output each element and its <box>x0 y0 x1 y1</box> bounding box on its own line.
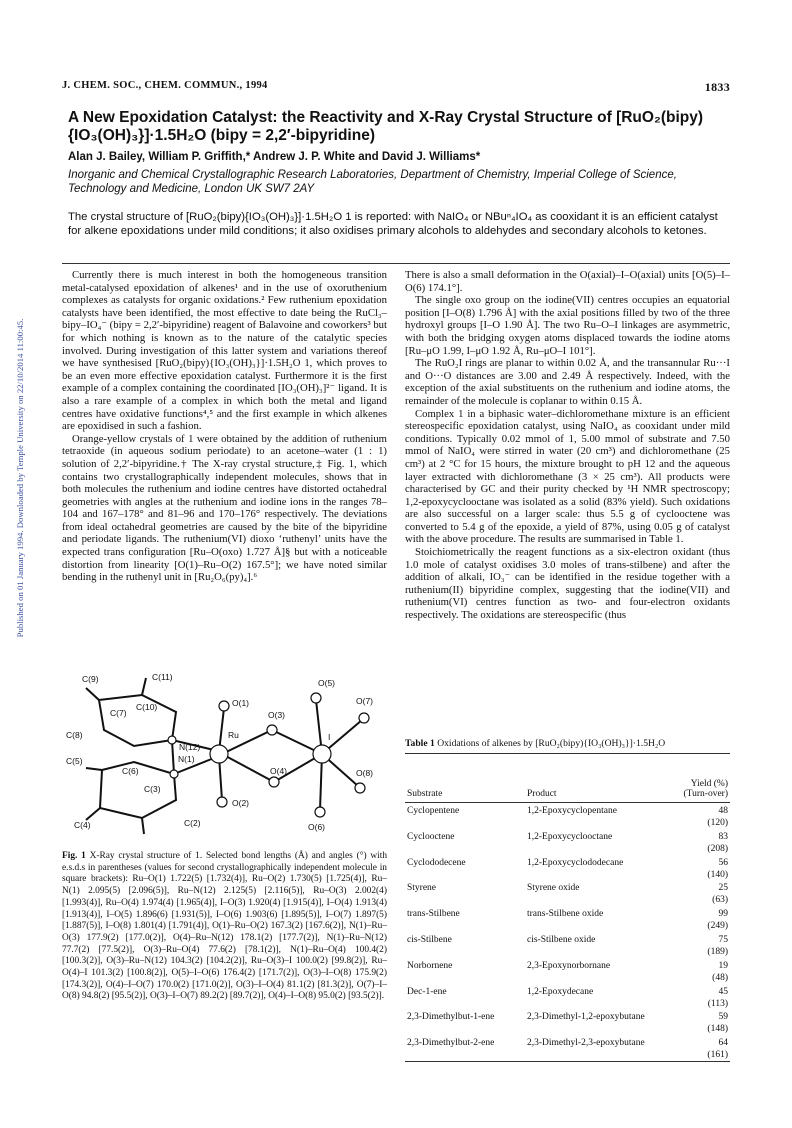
paragraph: The RuO₂I rings are planar to within 0.02 Å, and the transannular Ru···I and O···O distances are 3.00 and 2.49 Å respectively. Indeed, with the exception of the axial substituents on the ruthenium and iodine atoms, the remainder of the molecule is coplanar to within 0.15 Å. <box>405 357 730 407</box>
yield-cell <box>707 831 728 855</box>
atom-label: C(9) <box>82 674 99 684</box>
substrate-cell: trans-Stilbene <box>407 909 460 920</box>
turnover-value: (140) <box>707 869 728 880</box>
yield-value: 75 <box>718 934 728 945</box>
journal-name: J. CHEM. SOC., CHEM. COMMUN., 1994 <box>62 80 268 91</box>
download-watermark-text: Published on 01 January 1994. Downloaded by Temple University on 22/10/2014 11:00:45. <box>15 318 25 638</box>
atom-label: N(12) <box>179 742 201 752</box>
abstract-divider <box>62 263 730 264</box>
atom-label: O(1) <box>232 698 249 708</box>
atom-label: C(5) <box>66 756 83 766</box>
table-caption <box>405 738 730 749</box>
atom-label: O(2) <box>232 798 249 808</box>
substrate-cell: Styrene <box>407 883 437 894</box>
yield-cell <box>707 857 728 881</box>
yield-value: 99 <box>718 909 728 920</box>
yield-cell <box>707 908 728 932</box>
substrate-cell: Cyclododecene <box>407 857 466 868</box>
atom-label: O(3) <box>268 710 285 720</box>
turnover-value: (189) <box>707 946 728 957</box>
article-title: A New Epoxidation Catalyst: the Reactivity and X-Ray Crystal Structure of [RuO₂(bipy){IO₃(OH)₃}]·1.5H₂O (bipy = 2,2′-bipyridine) <box>68 109 704 144</box>
authors: Alan J. Bailey, William P. Griffith,* Andrew J. P. White and David J. Williams* <box>68 151 481 163</box>
atom-label: I <box>328 732 331 742</box>
atom-label: C(7) <box>110 708 127 718</box>
yield-value: 59 <box>718 1012 728 1023</box>
turnover-value: (148) <box>707 1024 728 1035</box>
yield-cell <box>707 1011 728 1035</box>
atom-label: Ru <box>228 730 239 740</box>
table-header <box>405 754 730 803</box>
molecule-diagram <box>64 660 386 845</box>
atom-label: C(6) <box>122 766 139 776</box>
table-row <box>405 958 730 984</box>
figure-caption-text: X-Ray crystal structure of 1. Selected bond lengths (Å) and angles (°) with e.s.d.s in parentheses (values for second crystallographically independent molecule in square brackets): Ru–O(1) 1.722(5) [1.732(4)], Ru–O(2) 1.730(5) [1.725(4)], Ru–N(1) 2.095(5) [2.096(5)], Ru–N(12) 2.125(5) [2.116(5)], Ru–O(3) 2.002(4) [1.993(4)], Ru–O(4) 1.974(4) [1.965(4)], I–O(3) 1.920(4) [1.915(4)], I–O(4) 1.913(4) [1.913(4)], I–O(5) 1.896(6) [1.931(5)], I–O(6) 1.903(6) [1.895(5)], I–O(7) 1.897(5) [1.887(5)], I–O(8) 1.801(4) [1.791(4)], O(1)–Ru–O(2) 167.3(2) [167.6(2)], N(1)–Ru–O(3) 177.9(2) [177.0(2)], O(4)–Ru–N(12) 178.1(2) [177.7(2)], N(1)–Ru–N(12) 77.7(2) [77.5(2)], O(3)–Ru–O(4) 77.6(2) [78.1(2)], N(1)–Ru–O(4) 100.4(2) [100.3(2)], O(3)–Ru–N(12) 104.3(2) [104.2(2)], Ru–O(3)–I 100.0(2) [99.8(2)], Ru–O(4)–I 101.3(2) [100.8(2)], O(5)–I–O(6) 176.4(2) [171.7(2)], O(3)–I–O(8) 175.9(2) [174.3(2)], O(4)–I–O(7) 170.0(2) [171.0(2)], O(3)–I–O(4) 81.1(2) [81.3(2)], O(7)–I–O(8) 94.8(2) [95.5(2)], O(3)–I–O(7) 89.2(2) [89.7(2)], O(4)–I–O(8) 95.0(2) [93.5(2)]. <box>62 851 388 1002</box>
product-cell: 1,2-Epoxycyclododecane <box>527 857 624 868</box>
page-number: 1833 <box>704 80 730 94</box>
table-row <box>405 984 730 1010</box>
substrate-cell: 2,3-Dimethylbut-2-ene <box>407 1038 495 1049</box>
paragraph: Currently there is much interest in both the homogeneous transition metal-catalysed epoxidation of alkenes¹ and in the use of oxoruthenium complexes as catalysts for organic oxidations.² Few ruthenium epoxidation catalysts have been identified, the most effective to date being the RuCl₃–bipy–IO₄⁻ (bipy = 2,2′-bipyridine) reagent of Balavoine and coworkers³ but for which nothing is known as to the nature of the catalytic species involved. During investigation of this latter system and variations thereof we have synthesised [RuO₂(bipy){IO₃(OH)₃}]·1.5H₂O 1, which proves to be an even more effective epoxidation catalyst. Furthermore it is the first example of a complex containing the coordinated [IO₃(OH)₃]²⁻ ligand. It is also a rare example of a complex in which both the metal and ligand centres have oxidative functions⁴,⁵ and the first example in which alkenes are epoxidised in such a fashion. <box>62 269 387 433</box>
paragraph: Stoichiometrically the reagent functions as a six-electron oxidant (thus 1.0 mole of catalyst oxidises 3.0 moles of trans-stilbene) and after the addition of alkali, IO₃⁻ can be identified in the residue together with a ruthenium(II) bipyridine complex, suggesting that the iodine(VII) and ruthenium(VI) centres function as two- and four-electron oxidants respectively. The oxidations are stereospecific (thus <box>405 546 730 622</box>
turnover-value: (208) <box>707 843 728 854</box>
atom-label: O(5) <box>318 678 335 688</box>
yield-value: 83 <box>718 831 728 842</box>
product-cell: trans-Stilbene oxide <box>527 909 604 920</box>
product-cell: 2,3-Epoxynorbornane <box>527 960 611 971</box>
turnover-value: (63) <box>712 895 728 906</box>
turnover-value: (161) <box>707 1050 728 1061</box>
yield-cell <box>707 805 728 829</box>
substrate-cell: Cyclooctene <box>407 831 455 842</box>
atom-label: C(8) <box>66 730 83 740</box>
yield-value: 48 <box>718 806 728 816</box>
turnover-value: (120) <box>707 818 728 828</box>
yield-value: 19 <box>718 960 728 971</box>
table-caption-label: Table 1 <box>405 738 435 749</box>
turnover-value: (249) <box>707 921 728 932</box>
paragraph: Orange-yellow crystals of 1 were obtained by the addition of ruthenium tetraoxide (in aqueous sodium periodate) to an acetone–water (1 : 1) solution of 2,2′-bipyridine.† The X-ray crystal structure,‡ Fig. 1, which contains two crystallographically independent molecules, shows that in both molecules the ruthenium and iodine centres have distorted octahedral geometries with angles at the ruthenium and iodine ions in the ranges 78–104 and 167–178° and 81–96 and 170–176° respectively. The deviations from ideal octahedral geometries are caused by the bite of the bipyridine and periodate ligands. The ruthenium(VI) dioxo ‘ruthenyl’ units have the expected trans configuration [Ru–O(oxo) 1.727 Å]§ but with a noticeable distortion from linearity [O(1)–Ru–O(2) 167.5°]; we have noted similar bending in the ruthenyl unit in [Ru₂O₆(py)₄].⁶ <box>62 432 387 584</box>
yield-value: 25 <box>718 883 728 894</box>
substrate-cell: 2,3-Dimethylbut-1-ene <box>407 1012 495 1023</box>
table-row <box>405 932 730 958</box>
atom-label: C(11) <box>152 672 173 682</box>
running-header <box>62 80 730 96</box>
product-cell: 2,3-Dimethyl-1,2-epoxybutane <box>527 1012 645 1023</box>
table-row <box>405 829 730 855</box>
right-column <box>405 269 730 622</box>
paragraph: There is also a small deformation in the O(axial)–I–O(axial) units [O(5)–I–O(6) 174.1°]. <box>405 269 730 294</box>
atom-label: O(8) <box>356 768 373 778</box>
abstract: The crystal structure of [RuO₂(bipy){IO₃(OH)₃}]·1.5H₂O 1 is reported: with NaIO₄ or NBuⁿ₄IO₄ as cooxidant it is an efficient catalyst for alkene epoxidations under mild conditions; it also oxidises primary alcohols to aldehydes and secondary alcohols to ketones. <box>68 211 718 237</box>
product-cell: 1,2-Epoxydecane <box>527 986 594 997</box>
atom-label: O(6) <box>308 822 325 832</box>
atom-label: N(1) <box>178 754 195 764</box>
product-cell: 2,3-Dimethyl-2,3-epoxybutane <box>527 1038 645 1049</box>
atom-label: O(7) <box>356 696 373 706</box>
table-row <box>405 1035 730 1061</box>
crystal-structure-figure <box>64 660 386 845</box>
oxidation-table <box>405 753 730 1062</box>
download-watermark <box>14 268 26 688</box>
atom-label: C(10) <box>136 702 158 712</box>
atom-label: C(4) <box>74 820 91 830</box>
turnover-value: (113) <box>707 998 728 1009</box>
column-header-substrate: Substrate <box>407 789 443 799</box>
yield-value: 56 <box>718 857 728 868</box>
substrate-cell: Norbornene <box>407 960 453 971</box>
paragraph: The single oxo group on the iodine(VII) centres occupies an equatorial position [I–O(8) 1.796 Å] with the axial positions filled by two of the three hydroxyl groups [I–O 1.90 Å]. The two Ru–O–I linkages are asymmetric, with both the bridging oxygen atoms displaced towards the iodine atoms [Ru–μO 1.99, I–μO 1.92 Å, Ru–μO–I 101°]. <box>405 294 730 357</box>
yield-value: 45 <box>718 986 728 997</box>
product-cell: 1,2-Epoxycyclooctane <box>527 831 613 842</box>
atom-label: O(4) <box>270 766 287 776</box>
table-body <box>405 803 730 1061</box>
figure-caption <box>62 851 387 1003</box>
yield-cell <box>712 882 728 906</box>
affiliation: Inorganic and Chemical Crystallographic Research Laboratories, Department of Chemistry, Imperial College of Science, Technology and Medicine, London UK SW7 2AY <box>68 169 677 195</box>
yield-cell <box>707 1037 728 1061</box>
substrate-cell: Dec-1-ene <box>407 986 447 997</box>
yield-value: 64 <box>718 1038 728 1049</box>
figure-caption-label: Fig. 1 <box>62 851 86 861</box>
atom-label: C(2) <box>184 818 201 828</box>
product-cell: 1,2-Epoxycyclopentane <box>527 806 617 816</box>
product-cell: cis-Stilbene oxide <box>527 934 596 945</box>
table-row <box>405 906 730 932</box>
yield-cell <box>707 934 728 958</box>
substrate-cell: cis-Stilbene <box>407 934 452 945</box>
table-row <box>405 1009 730 1035</box>
paragraph: Complex 1 in a biphasic water–dichloromethane mixture is an efficient stereospecific epoxidation catalyst, using NaIO₄ as cooxidant under mild conditions. Typically 0.02 mmol of 1, 5.00 mmol of substrate and 7.50 mmol of NaIO₄ were stirred in water (20 cm³) and dichloromethane (25 cm³) at 2 °C for 15 hours, the mixture brought to pH 12 and the aqueous layer extracted with dichloromethane (3 × 25 cm³). All products were characterised by GC and their purity checked by ¹H NMR spectroscopy; 1,2-epoxycyclooctane was isolated as a solid (83% yield). Such oxidations are also successful on a larger scale: thus 5.5 g of cyclooctene was converted to 5.4 g of the epoxide, a yield of 87%, using 0.05 g of catalyst with the above procedure. The results are summarised in Table 1. <box>405 407 730 546</box>
yield-cell <box>712 960 728 984</box>
turnover-value: (48) <box>712 972 728 983</box>
column-header-product: Product <box>527 789 557 799</box>
table-caption-text: Oxidations of alkenes by [RuO₂(bipy){IO₃(OH)₃}]·1.5H₂O <box>437 738 666 749</box>
atom-label: C(3) <box>144 784 161 794</box>
yield-cell <box>708 986 728 1010</box>
table-row <box>405 803 730 829</box>
substrate-cell: Cyclopentene <box>407 806 460 816</box>
product-cell: Styrene oxide <box>527 883 580 894</box>
column-header-yield: Yield (%) (Turn-over) <box>683 779 728 799</box>
left-column <box>62 269 387 584</box>
table-row <box>405 880 730 906</box>
table-row <box>405 855 730 881</box>
